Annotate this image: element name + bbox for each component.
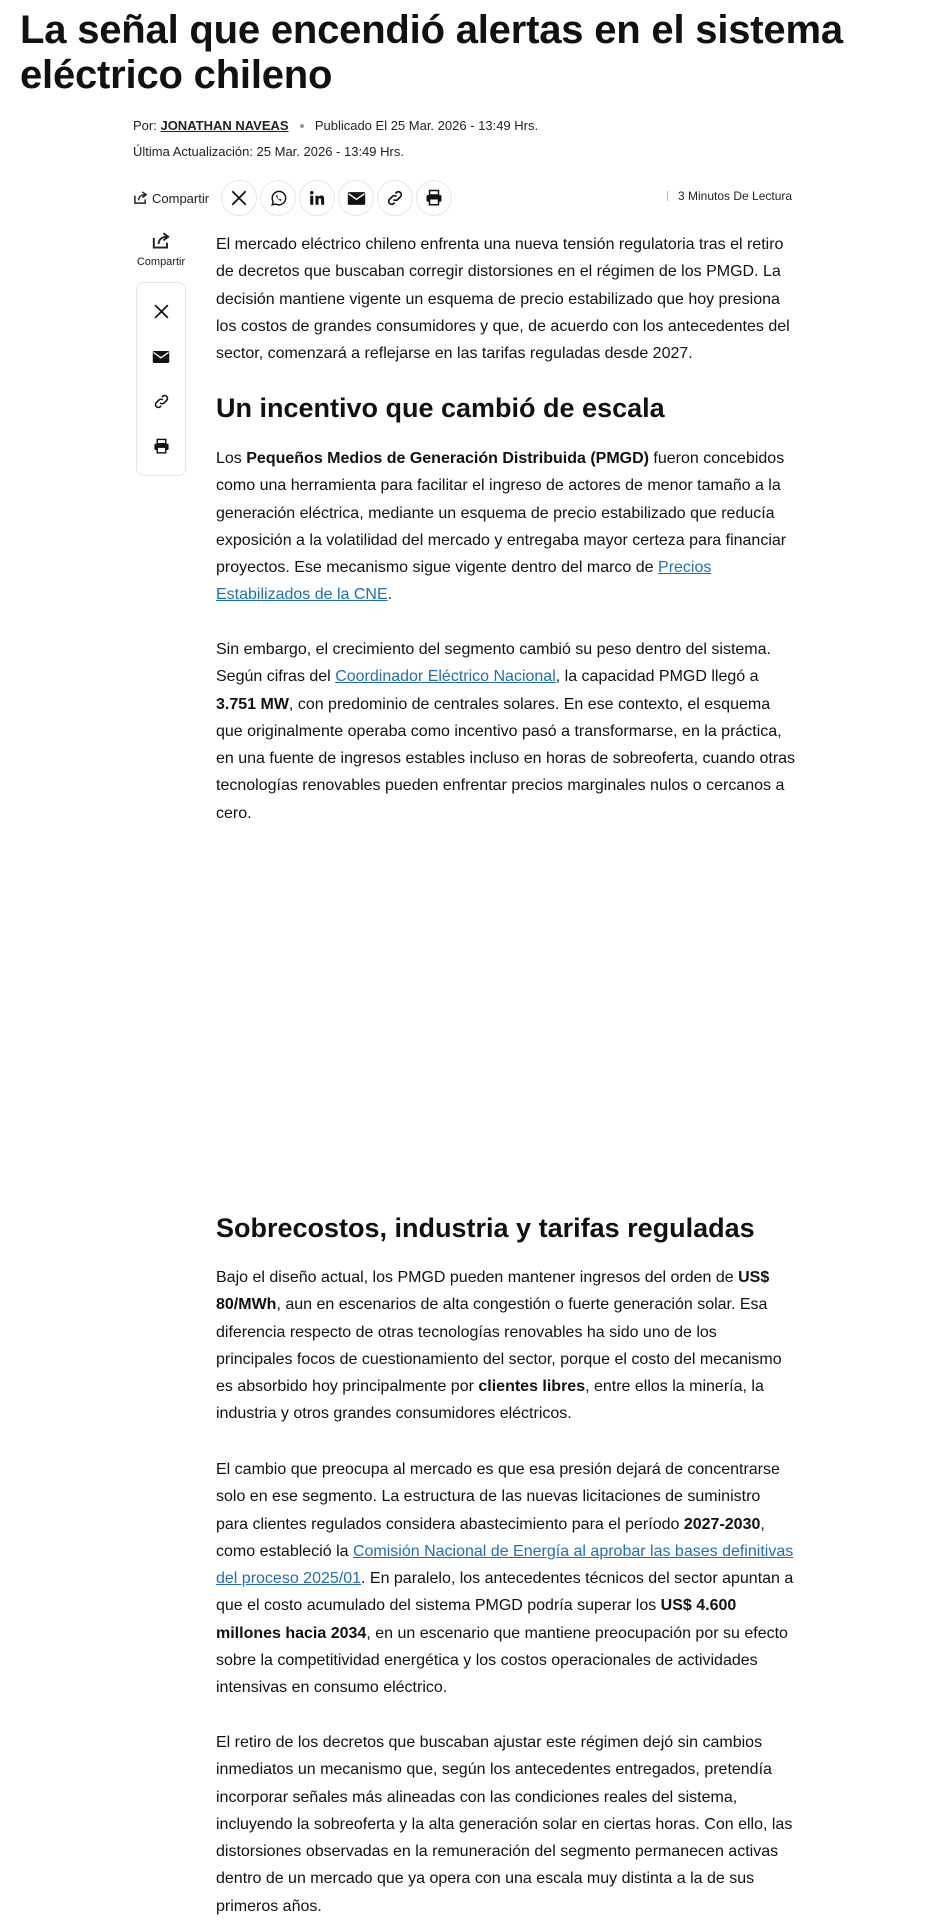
link-icon	[153, 393, 170, 410]
intro-paragraph: El mercado eléctrico chileno enfrenta una nueva tensión regulatoria tras el retiro de decretos que buscaban corregir distorsiones en el régimen de los PMGD. La decisión mantiene vigente un esquema de precio estabilizado que hoy presiona los costos de grandes consumidores y que, de acuerdo con los antecedentes del sector, comenzará a reflejarse en las tarifas reguladas desde 2027.	[216, 236, 790, 363]
side-print-button[interactable]	[146, 432, 176, 462]
link-icon	[386, 189, 404, 207]
article-intro	[216, 231, 796, 367]
side-share-rail	[133, 232, 189, 476]
share-linkedin-button[interactable]	[299, 180, 335, 216]
share-toolbar	[133, 180, 455, 216]
p1-text-c: fueron concebidos como una herramienta para facilitar el ingreso de actores de menor tamaño a la generación eléctrica, mediante un esquema de precio estabilizado que reducía exposición a la volatilidad del mercado y entregaba mayor certeza para financiar proyectos. Ese mecanismo sigue vigente dentro del marco de	[216, 450, 787, 577]
byline-prefix: Por:	[133, 118, 157, 133]
p3-text-a: Bajo el diseño actual, los PMGD pueden mantener ingresos del orden de	[216, 1269, 739, 1286]
separator-dot	[300, 124, 304, 128]
p4-bold-cost: US$ 4.600 millones hacia 2034	[216, 1597, 737, 1642]
p5-text: El retiro de los decretos que buscaban ajustar este régimen dejó sin cambios inmediatos un mecanismo que, según los antecedentes entregados, pretendía incorporar señales más alineadas con las condiciones reales del sistema, incluyendo la sobreoferta y la alta generación solar en ciertas horas. Con ello, las distorsiones observadas en la remuneración del segmento permanecen activas dentro de un mercado que ya opera con una escala muy distinta a la de sus primeros años.	[216, 1734, 793, 1915]
p4-text-f: , en un escenario que mantiene preocupación por su efecto sobre la competitividad energética y los costos operacionales de actividades intensivas en consumo eléctrico.	[216, 1624, 788, 1697]
whatsapp-icon	[269, 189, 288, 208]
share-icon	[151, 232, 171, 250]
cne-bases-link[interactable]: Comisión Nacional de Energía al aprobar las bases definitivas del proceso 2025/01	[216, 1542, 794, 1588]
side-share-button[interactable]	[133, 232, 189, 268]
author-link[interactable]: JONATHAN NAVEAS	[160, 118, 289, 133]
share-x-button[interactable]	[221, 180, 257, 216]
share-print-button[interactable]	[416, 180, 452, 216]
updated-date: Última Actualización: 25 Mar. 2026 - 13:49 Hrs.	[133, 144, 404, 159]
p4-text-c: , como estableció la	[216, 1515, 765, 1560]
email-icon	[152, 350, 170, 364]
p2-text-d: , con predominio de centrales solares. En ese contexto, el esquema que originalmente operaba como incentivo pasó a transformarse, en la práctica, en una fuente de ingresos estables incluso en horas de sobreoferta, cuando otras tecnologías renovables pueden enfrentar precios marginales nulos o cercanos a cero.	[216, 695, 796, 822]
share-label: Compartir	[152, 190, 210, 206]
x-icon	[153, 303, 170, 320]
cne-prices-link[interactable]: Precios Estabilizados de la CNE	[216, 559, 712, 604]
p3-text-e: , entre ellos la minería, la industria y otros grandes consumidores eléctricos.	[216, 1378, 764, 1423]
p2-text-b: , la capacidad PMGD llegó a	[555, 668, 759, 686]
share-link-button[interactable]	[377, 180, 413, 216]
p4-text-d: . En paralelo, los antecedentes técnicos del sector apuntan a que el costo acumulado del sistema PMGD podría superar los	[216, 1570, 794, 1615]
p3-bold-clients: clientes libres	[478, 1378, 586, 1396]
paragraph-pmgd	[216, 445, 796, 609]
reading-time-label: 3 Minutos De Lectura	[678, 189, 793, 203]
side-share-box	[136, 282, 186, 476]
side-email-button[interactable]	[146, 342, 176, 372]
email-icon	[347, 191, 366, 206]
article-title: La señal que encendió alertas en el sistema eléctrico chileno	[20, 8, 843, 97]
published-date: Publicado El 25 Mar. 2026 - 13:49 Hrs.	[314, 118, 539, 133]
share-icon	[133, 191, 148, 205]
p1-text-a: Los	[216, 450, 247, 467]
side-share-label: Compartir	[136, 256, 186, 268]
p1-bold: Pequeños Medios de Generación Distribuida (PMGD)	[246, 450, 649, 467]
section-heading: Un incentivo que cambió de escala	[216, 393, 665, 423]
p4-text-a: El cambio que preocupa al mercado es que esa presión dejará de concentrarse solo en ese segmento. La estructura de las nuevas licitaciones de suministro para clientes regulados considera abastecimiento para el período	[216, 1461, 780, 1533]
p1-text-d: .	[387, 586, 393, 604]
coordinador-link[interactable]: Coordinador Eléctrico Nacional	[335, 668, 556, 686]
share-email-button[interactable]	[338, 180, 374, 216]
section-heading-1-wrap	[216, 392, 796, 424]
p3-bold-price: US$ 80/MWh	[216, 1269, 770, 1314]
paragraph-decrees	[216, 1729, 796, 1920]
paragraph-growth	[216, 636, 796, 827]
side-link-button[interactable]	[146, 387, 176, 417]
side-x-button[interactable]	[146, 297, 176, 327]
share-whatsapp-button[interactable]	[260, 180, 296, 216]
p2-text-a: Sin embargo, el crecimiento del segmento cambió su peso dentro del sistema. Según cifras del	[216, 641, 771, 686]
byline	[133, 118, 538, 133]
print-icon	[425, 189, 443, 207]
print-icon	[153, 438, 170, 455]
reading-time	[667, 189, 792, 203]
linkedin-icon	[308, 189, 326, 207]
p2-bold: 3.751 MW	[216, 695, 289, 713]
share-button[interactable]	[133, 191, 209, 206]
section-heading-2-wrap	[216, 1212, 796, 1244]
reading-divider	[667, 191, 668, 201]
p3-text-c: , aun en escenarios de alta congestión o fuerte generación solar. Esa diferencia respecto de otras tecnologías renovables ha sido uno de los principales focos de cuestionamiento del sector, porque el costo del mecanismo es absorbido hoy principalmente por	[216, 1296, 782, 1396]
section-heading: Sobrecostos, industria y tarifas reguladas	[216, 1213, 755, 1243]
p4-bold-period: 2027-2030	[683, 1515, 761, 1533]
x-icon	[230, 189, 248, 207]
paragraph-overcosts	[216, 1264, 796, 1428]
paragraph-regulated	[216, 1456, 796, 1702]
